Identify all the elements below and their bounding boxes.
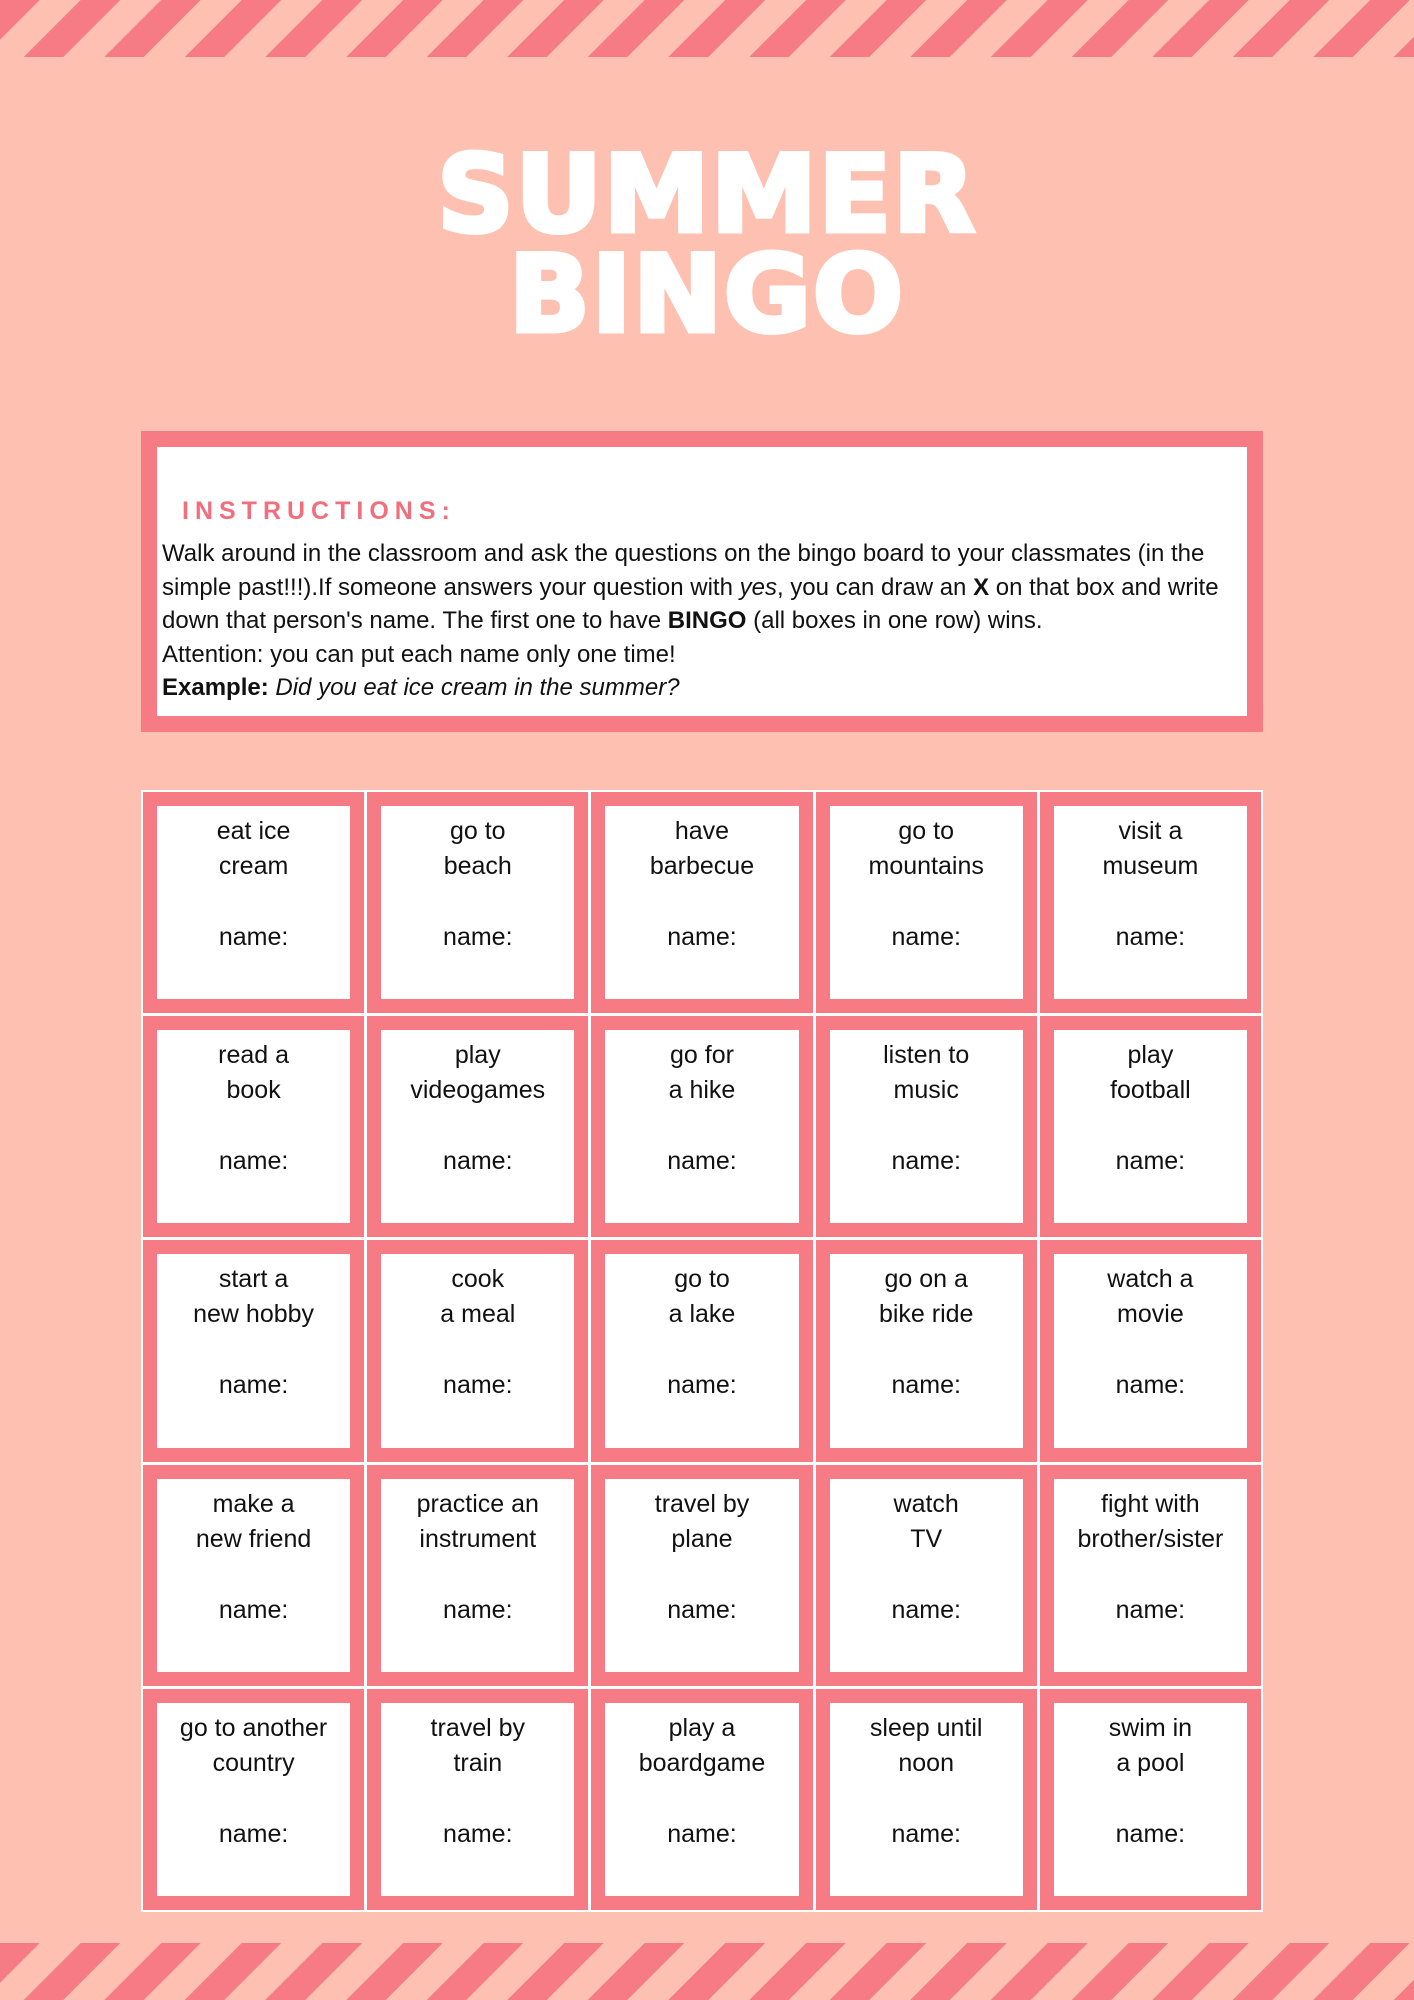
bingo-cell[interactable] bbox=[1040, 1689, 1261, 1910]
bingo-cell[interactable] bbox=[1040, 1465, 1261, 1686]
top-stripe-border bbox=[0, 0, 1414, 57]
bingo-cell-name-label: name: bbox=[891, 1595, 961, 1624]
example-text: Did you eat ice cream in the summer? bbox=[275, 674, 680, 701]
bingo-cell[interactable] bbox=[367, 1240, 588, 1461]
bingo-cell[interactable] bbox=[367, 1016, 588, 1237]
instructions-bingo: BINGO bbox=[667, 607, 747, 634]
bingo-cell-content bbox=[157, 1479, 350, 1672]
instructions-heading: INSTRUCTIONS: bbox=[182, 497, 456, 525]
bingo-cell-activity-line: listen to bbox=[883, 1041, 970, 1070]
bingo-cell-content bbox=[157, 806, 350, 999]
bingo-board bbox=[141, 790, 1263, 1912]
bingo-cell-content bbox=[1054, 806, 1247, 999]
bingo-cell[interactable] bbox=[816, 1240, 1037, 1461]
bingo-cell-activity-line: new hobby bbox=[193, 1300, 315, 1329]
bingo-cell-content bbox=[157, 1030, 350, 1223]
bingo-cell-activity-line: play bbox=[454, 1041, 501, 1070]
bingo-cell-activity-line: go to bbox=[674, 1265, 730, 1294]
bingo-cell-name-label: name: bbox=[443, 923, 513, 951]
bingo-cell-content bbox=[381, 1479, 574, 1672]
bingo-cell-activity-line: play a bbox=[668, 1713, 736, 1742]
bingo-cell-content bbox=[830, 1254, 1023, 1447]
bingo-cell-name-label: name: bbox=[891, 1819, 961, 1848]
bingo-cell-activity-line: go for bbox=[670, 1041, 734, 1070]
bingo-cell-activity-line: country bbox=[212, 1748, 295, 1777]
bingo-cell-name-label: name: bbox=[667, 923, 737, 951]
bingo-cell-content bbox=[381, 806, 574, 999]
instructions-attention: Attention: you can put each name only one time! bbox=[162, 640, 676, 668]
bingo-cell-activity-line: watch bbox=[893, 1489, 959, 1518]
bingo-cell-activity-line: movie bbox=[1117, 1300, 1184, 1329]
bingo-cell[interactable] bbox=[143, 1689, 364, 1910]
instructions-box bbox=[141, 431, 1263, 732]
bingo-cell[interactable] bbox=[1040, 1016, 1261, 1237]
title-line-2: BINGO bbox=[508, 233, 906, 356]
bingo-cell-name-label: name: bbox=[218, 1595, 289, 1624]
bingo-cell-activity-line: eat ice bbox=[216, 817, 291, 845]
bingo-cell[interactable] bbox=[591, 1465, 812, 1686]
bingo-cell-content bbox=[1054, 1703, 1247, 1896]
bingo-cell[interactable] bbox=[591, 1240, 812, 1461]
bingo-cell-content bbox=[830, 806, 1023, 999]
bingo-cell-name-label: name: bbox=[218, 1371, 289, 1400]
bingo-cell-activity-line: play bbox=[1127, 1041, 1174, 1070]
bingo-cell-content bbox=[1054, 1254, 1247, 1447]
bingo-cell-activity-line: go to bbox=[898, 817, 954, 845]
bingo-cell-content bbox=[830, 1479, 1023, 1672]
bingo-cell-name-label: name: bbox=[667, 1595, 737, 1624]
bingo-cell-content bbox=[1054, 1030, 1247, 1223]
bingo-cell-activity-line: cream bbox=[218, 852, 289, 880]
bingo-cell[interactable] bbox=[816, 792, 1037, 1013]
bingo-cell-activity-line: barbecue bbox=[649, 852, 755, 880]
example-label: Example: bbox=[162, 674, 269, 701]
bingo-cell-activity-line: watch a bbox=[1107, 1265, 1194, 1294]
bingo-cell-name-label: name: bbox=[218, 923, 289, 951]
bingo-cell-name-label: name: bbox=[891, 1147, 961, 1176]
bingo-cell-activity-line: new friend bbox=[195, 1524, 312, 1553]
bingo-cell[interactable] bbox=[143, 792, 364, 1013]
bingo-cell-content bbox=[157, 1254, 350, 1447]
bingo-cell-content bbox=[605, 806, 798, 999]
bingo-cell-activity-line: sleep until bbox=[869, 1713, 983, 1742]
bingo-cell-name-label: name: bbox=[1115, 1147, 1186, 1176]
bingo-cell-content bbox=[605, 1703, 798, 1896]
bingo-cell-name-label: name: bbox=[443, 1371, 513, 1400]
bingo-cell-activity-line: visit a bbox=[1118, 817, 1183, 845]
bingo-cell-activity-line: practice an bbox=[416, 1489, 539, 1518]
title-line-1: SUMMER bbox=[437, 133, 977, 256]
bingo-cell-content bbox=[1054, 1479, 1247, 1672]
bingo-cell-activity-line: videogames bbox=[410, 1076, 546, 1105]
bingo-cell-activity-line: make a bbox=[212, 1489, 295, 1518]
bingo-cell-name-label: name: bbox=[218, 1147, 289, 1176]
bingo-cell-activity-line: boardgame bbox=[638, 1748, 766, 1777]
bingo-cell-content bbox=[157, 1703, 350, 1896]
bingo-cell-content bbox=[605, 1479, 798, 1672]
instructions-x: X bbox=[973, 573, 990, 601]
bingo-cell-activity-line: start a bbox=[218, 1265, 289, 1294]
bingo-cell-activity-line: mountains bbox=[868, 852, 984, 880]
bingo-cell-activity-line: have bbox=[674, 817, 730, 845]
bingo-cell-activity-line: bike ride bbox=[878, 1300, 974, 1329]
instructions-text bbox=[162, 537, 1237, 705]
bingo-cell[interactable] bbox=[1040, 1240, 1261, 1461]
bingo-cell-name-label: name: bbox=[891, 923, 961, 951]
bingo-cell-activity-line: travel by bbox=[430, 1713, 526, 1742]
bingo-cell-activity-line: travel by bbox=[654, 1489, 750, 1518]
bingo-cell[interactable] bbox=[1040, 792, 1261, 1013]
bingo-cell-name-label: name: bbox=[443, 1819, 513, 1848]
bingo-cell-content bbox=[605, 1030, 798, 1223]
instructions-part-2: , you can draw an bbox=[776, 573, 974, 601]
instructions-part-1: Walk around in the classroom and ask the questions on the bingo board to your classmates (in the simple past!!!).If someone answers your question with bbox=[162, 540, 1205, 601]
bingo-cell[interactable] bbox=[816, 1689, 1037, 1910]
bingo-cell[interactable] bbox=[816, 1016, 1037, 1237]
bingo-cell-activity-line: music bbox=[893, 1076, 959, 1105]
bingo-cell-name-label: name: bbox=[1115, 923, 1186, 951]
bingo-cell-activity-line: cook bbox=[451, 1265, 505, 1294]
bingo-cell[interactable] bbox=[367, 792, 588, 1013]
bingo-cell-activity-line: museum bbox=[1102, 852, 1199, 880]
bingo-cell-name-label: name: bbox=[667, 1147, 737, 1176]
bingo-cell-content bbox=[381, 1254, 574, 1447]
bingo-cell-activity-line: brother/sister bbox=[1077, 1524, 1224, 1553]
bingo-cell-content bbox=[605, 1254, 798, 1447]
bingo-cell-name-label: name: bbox=[1115, 1595, 1186, 1624]
bingo-cell[interactable] bbox=[143, 1016, 364, 1237]
bingo-cell-content bbox=[381, 1030, 574, 1223]
bingo-cell[interactable] bbox=[143, 1240, 364, 1461]
bingo-cell-content bbox=[830, 1030, 1023, 1223]
instructions-yes: yes bbox=[739, 573, 777, 601]
bingo-cell-activity-line: book bbox=[226, 1076, 281, 1105]
instructions-part-4: (all boxes in one row) wins. bbox=[746, 607, 1043, 634]
bingo-cell[interactable] bbox=[816, 1465, 1037, 1686]
bingo-cell-activity-line: instrument bbox=[419, 1524, 537, 1553]
bingo-cell[interactable] bbox=[591, 792, 812, 1013]
bingo-cell-name-label: name: bbox=[443, 1595, 513, 1624]
bingo-cell-name-label: name: bbox=[1115, 1371, 1186, 1400]
bingo-cell-activity-line: TV bbox=[910, 1524, 943, 1553]
page-title bbox=[0, 133, 1414, 356]
bingo-cell-activity-line: a meal bbox=[440, 1300, 516, 1329]
bingo-cell-activity-line: beach bbox=[443, 852, 512, 880]
bingo-cell-activity-line: train bbox=[453, 1748, 503, 1777]
bingo-cell-activity-line: read a bbox=[218, 1041, 290, 1070]
bingo-cell-activity-line: fight with bbox=[1101, 1489, 1200, 1518]
bingo-cell[interactable] bbox=[591, 1689, 812, 1910]
bingo-cell-activity-line: swim in bbox=[1108, 1713, 1193, 1742]
bingo-cell-name-label: name: bbox=[667, 1371, 737, 1400]
bottom-stripe-border bbox=[0, 1943, 1414, 2000]
instructions-part-3: on that box and write down that person's name. The first one to have bbox=[162, 573, 1219, 634]
bingo-cell[interactable] bbox=[367, 1465, 588, 1686]
bingo-cell-activity-line: go to another bbox=[179, 1713, 328, 1742]
bingo-cell-name-label: name: bbox=[218, 1819, 289, 1848]
bingo-cell[interactable] bbox=[591, 1016, 812, 1237]
bingo-cell-activity-line: plane bbox=[671, 1524, 733, 1553]
bingo-cell-activity-line: a lake bbox=[668, 1300, 736, 1329]
bingo-cell-activity-line: go to bbox=[449, 817, 506, 845]
bingo-cell-content bbox=[381, 1703, 574, 1896]
bingo-cell-activity-line: football bbox=[1110, 1076, 1191, 1105]
bingo-cell[interactable] bbox=[143, 1465, 364, 1686]
bingo-cell-name-label: name: bbox=[443, 1147, 513, 1176]
bingo-cell-name-label: name: bbox=[891, 1371, 961, 1400]
bingo-cell-activity-line: a hike bbox=[668, 1076, 736, 1105]
bingo-cell-name-label: name: bbox=[1115, 1819, 1186, 1848]
bingo-cell-content bbox=[830, 1703, 1023, 1896]
bingo-cell-activity-line: noon bbox=[898, 1748, 954, 1777]
bingo-cell-activity-line: a pool bbox=[1116, 1748, 1185, 1777]
bingo-cell[interactable] bbox=[367, 1689, 588, 1910]
bingo-cell-activity-line: go on a bbox=[884, 1265, 968, 1294]
bingo-cell-name-label: name: bbox=[667, 1819, 737, 1848]
